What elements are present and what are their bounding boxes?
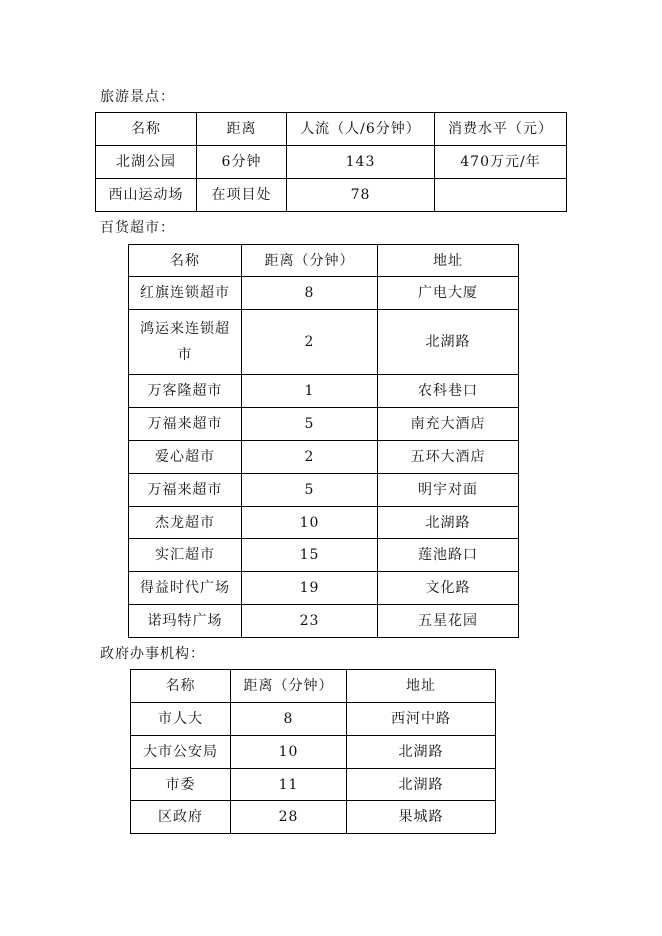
table-cell: 市人大 xyxy=(131,703,231,736)
table-cell: 28 xyxy=(231,801,347,834)
table-row xyxy=(129,474,519,507)
table-row xyxy=(129,277,519,310)
table-cell: 鸿运来连锁超市 xyxy=(129,310,242,375)
table-cell: 23 xyxy=(242,605,378,638)
table-row xyxy=(129,310,519,375)
table-cell: 农科巷口 xyxy=(378,375,519,408)
table-cell: 1 xyxy=(242,375,378,408)
table-cell: 红旗连锁超市 xyxy=(129,277,242,310)
table-header-row xyxy=(131,670,496,703)
table-row xyxy=(129,375,519,408)
table-row xyxy=(96,179,567,212)
table-cell: 19 xyxy=(242,572,378,605)
table-cell: 10 xyxy=(231,736,347,769)
header-cell: 名称 xyxy=(129,245,242,277)
table-cell: 北湖路 xyxy=(378,310,519,375)
table-cell: 诺玛特广场 xyxy=(129,605,242,638)
header-cell: 人流（人/6分钟） xyxy=(287,113,435,146)
table-cell: 5 xyxy=(242,474,378,507)
table-cell: 市委 xyxy=(131,769,231,801)
table-cell: 5 xyxy=(242,408,378,441)
table-cell xyxy=(435,179,567,212)
scenic-table xyxy=(95,112,567,212)
table-header-row xyxy=(96,113,567,146)
stores-table xyxy=(128,244,519,638)
table-cell: 北湖路 xyxy=(378,507,519,539)
table-cell: 实汇超市 xyxy=(129,539,242,572)
table-cell: 五星花园 xyxy=(378,605,519,638)
table-row xyxy=(96,146,567,179)
table-cell: 15 xyxy=(242,539,378,572)
table-row xyxy=(131,703,496,736)
table-cell: 在项目处 xyxy=(197,179,287,212)
header-cell: 地址 xyxy=(347,670,496,703)
header-cell: 消费水平（元） xyxy=(435,113,567,146)
table-cell: 北湖路 xyxy=(347,769,496,801)
table-cell: 得益时代广场 xyxy=(129,572,242,605)
scenic-heading: 旅游景点： xyxy=(100,89,175,105)
stores-heading: 百货超市： xyxy=(100,220,175,236)
table-cell: 10 xyxy=(242,507,378,539)
table-cell: 广电大厦 xyxy=(378,277,519,310)
table-row xyxy=(131,736,496,769)
table-cell: 果城路 xyxy=(347,801,496,834)
table-cell: 11 xyxy=(231,769,347,801)
header-cell: 名称 xyxy=(131,670,231,703)
table-cell: 杰龙超市 xyxy=(129,507,242,539)
table-cell: 西山运动场 xyxy=(96,179,197,212)
header-cell: 距离（分钟） xyxy=(242,245,378,277)
table-cell: 8 xyxy=(242,277,378,310)
table-row xyxy=(129,605,519,638)
header-cell: 距离 xyxy=(197,113,287,146)
table-cell: 北湖公园 xyxy=(96,146,197,179)
table-row xyxy=(129,539,519,572)
table-row xyxy=(129,441,519,474)
table-cell: 万福来超市 xyxy=(129,474,242,507)
table-row xyxy=(131,769,496,801)
header-cell: 距离（分钟） xyxy=(231,670,347,703)
table-cell: 区政府 xyxy=(131,801,231,834)
header-cell: 名称 xyxy=(96,113,197,146)
table-cell: 文化路 xyxy=(378,572,519,605)
table-cell: 莲池路口 xyxy=(378,539,519,572)
table-row xyxy=(129,572,519,605)
gov-table xyxy=(130,669,496,834)
table-cell: 78 xyxy=(287,179,435,212)
table-cell: 万客隆超市 xyxy=(129,375,242,408)
table-cell: 南充大酒店 xyxy=(378,408,519,441)
table-cell: 2 xyxy=(242,310,378,375)
table-row xyxy=(131,801,496,834)
header-cell: 地址 xyxy=(378,245,519,277)
table-cell: 爱心超市 xyxy=(129,441,242,474)
table-row xyxy=(129,507,519,539)
table-cell: 大市公安局 xyxy=(131,736,231,769)
table-cell: 明宇对面 xyxy=(378,474,519,507)
table-cell: 五环大酒店 xyxy=(378,441,519,474)
table-cell: 西河中路 xyxy=(347,703,496,736)
table-cell: 北湖路 xyxy=(347,736,496,769)
table-cell: 470万元/年 xyxy=(435,146,567,179)
gov-heading: 政府办事机构： xyxy=(100,646,205,662)
table-header-row xyxy=(129,245,519,277)
table-cell: 8 xyxy=(231,703,347,736)
table-row xyxy=(129,408,519,441)
table-cell: 2 xyxy=(242,441,378,474)
table-cell: 万福来超市 xyxy=(129,408,242,441)
table-cell: 6分钟 xyxy=(197,146,287,179)
table-cell: 143 xyxy=(287,146,435,179)
